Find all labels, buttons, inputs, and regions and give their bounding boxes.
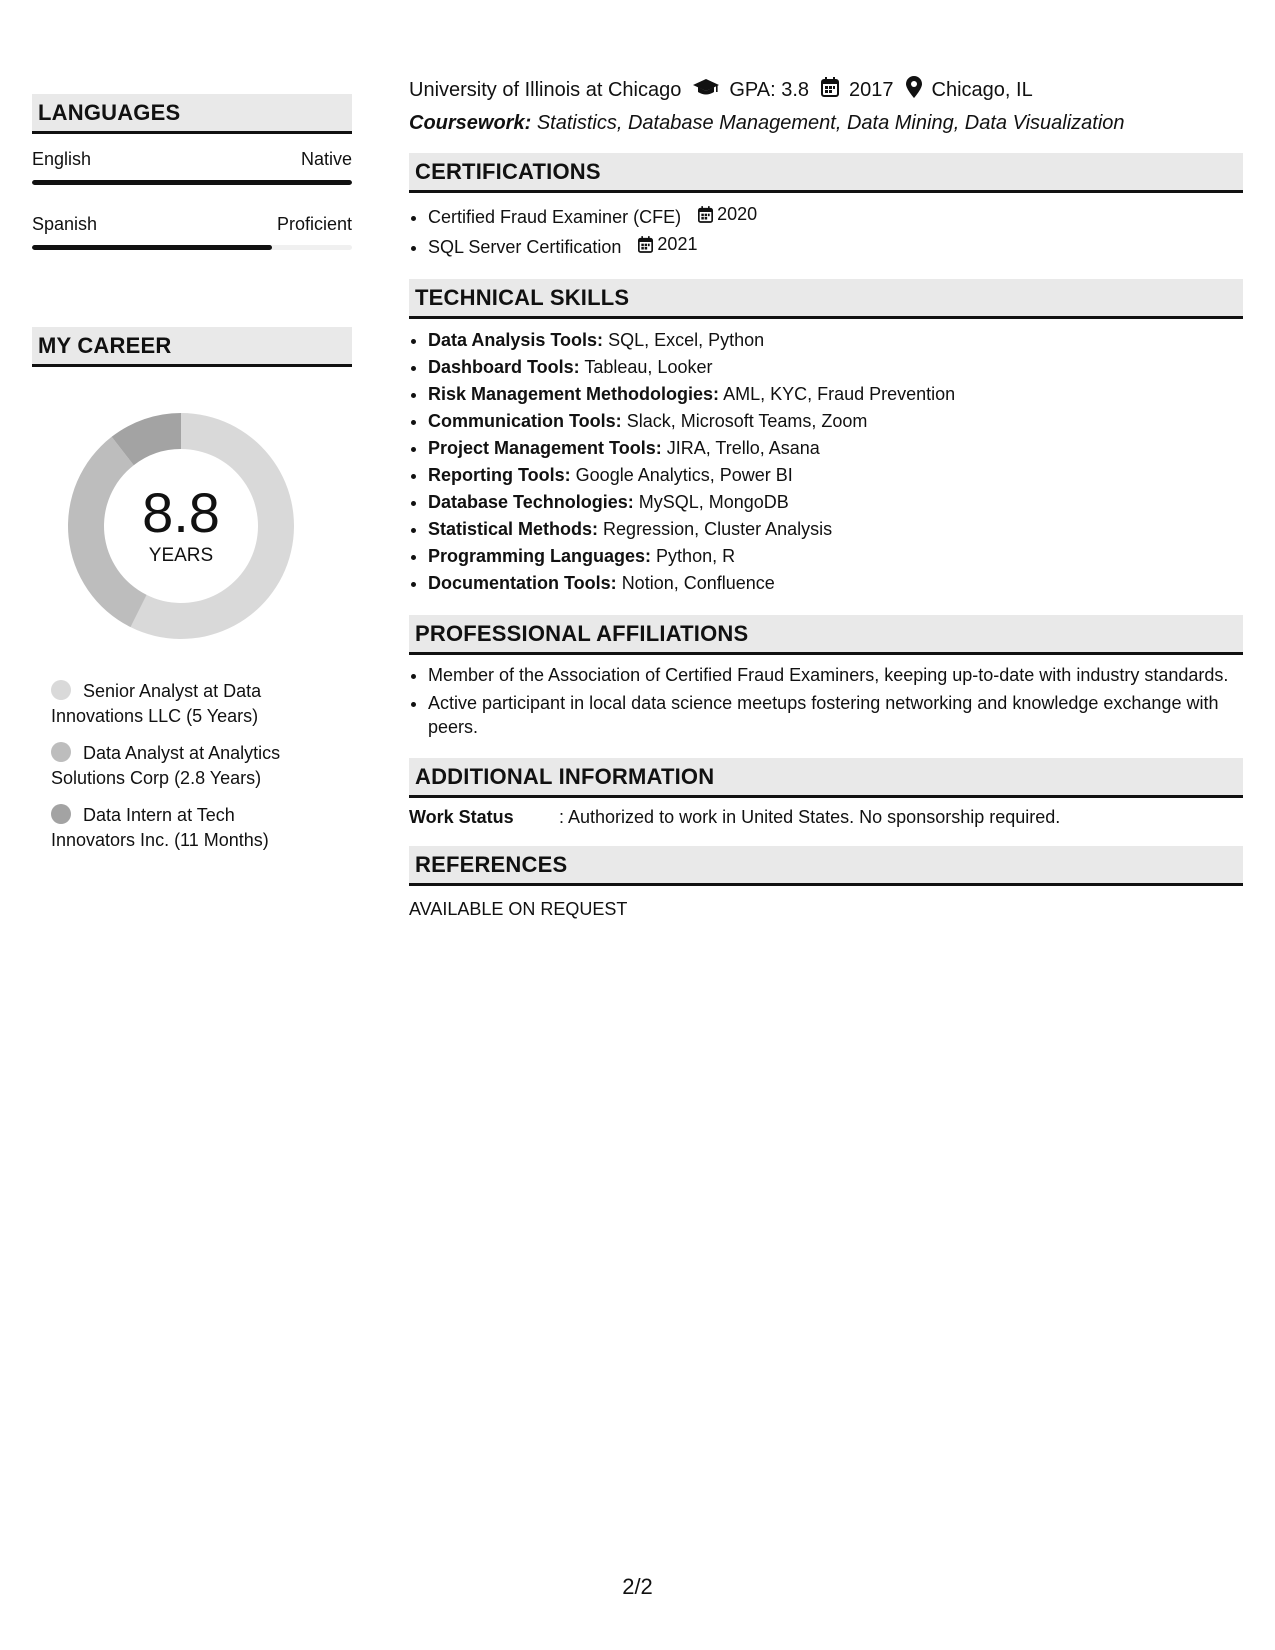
affiliation-item: • Active participant in local data science meetups fostering networking and knowledge exchange with peers. [428,691,1243,740]
affiliations-section [409,615,1243,740]
calendar-icon [638,236,653,253]
career-donut-chart [66,411,296,641]
skill-category: Reporting Tools: [428,465,571,485]
language-name: English [32,149,92,169]
language-proficiency-fill [32,180,352,185]
language-proficiency-bar [32,180,352,185]
skill-item [428,354,1243,381]
references-section [409,846,1243,920]
language-item [32,148,352,185]
education-line [409,76,1243,104]
skills-list [409,327,1243,597]
career-legend-item [51,741,321,791]
left-column [32,94,352,865]
certification-year: 2021 [657,234,698,254]
career-heading: MY CAREER [32,327,352,367]
skills-heading: TECHNICAL SKILLS [409,279,1243,319]
legend-dot-icon [51,804,71,824]
education-school: University of Illinois at Chicago [409,79,682,101]
skill-values: SQL, Excel, Python [608,330,765,350]
skill-values: Notion, Confluence [621,573,775,593]
references-heading: REFERENCES [409,846,1243,886]
skill-category: Database Technologies: [428,492,634,512]
affiliations-list [409,663,1243,740]
skill-category: Data Analysis Tools: [428,330,604,350]
skills-section [409,279,1243,597]
certifications-heading: CERTIFICATIONS [409,153,1243,193]
skill-item [428,435,1243,462]
career-legend-item [51,803,321,853]
education-gpa: GPA: 3.8 [729,79,810,101]
right-column [409,76,1243,920]
skill-values: JIRA, Trello, Asana [666,438,820,458]
skill-category: Statistical Methods: [428,519,599,539]
skill-values: Python, R [656,546,736,566]
career-total-value: 8.8 [142,481,220,544]
skill-item [428,408,1243,435]
language-level: Proficient [276,214,352,234]
skill-values: Slack, Microsoft Teams, Zoom [626,411,868,431]
skill-item [428,516,1243,543]
skill-category: Documentation Tools: [428,573,617,593]
skill-item [428,489,1243,516]
work-status-value: : Authorized to work in United States. No sponsorship required. [559,806,1061,827]
language-item [32,213,352,250]
legend-dot-icon [51,742,71,762]
skill-values: AML, KYC, Fraud Prevention [723,384,956,404]
skill-category: Project Management Tools: [428,438,662,458]
certifications-section [409,153,1243,261]
languages-heading: LANGUAGES [32,94,352,134]
page-number: 2/2 [622,1574,653,1599]
education-location: Chicago, IL [931,79,1033,101]
skill-values: Tableau, Looker [584,357,713,377]
career-donut-center [66,481,296,567]
language-proficiency-fill [32,245,272,250]
skill-category: Dashboard Tools: [428,357,580,377]
career-legend-label: Senior Analyst at Data Innovations LLC (5 Years) [51,681,262,726]
additional-info-section [409,758,1243,828]
coursework-label: Coursework: [409,112,532,134]
additional-info-heading: ADDITIONAL INFORMATION [409,758,1243,798]
career-legend-item [51,679,321,729]
skill-values: Google Analytics, Power BI [575,465,793,485]
language-proficiency-bar [32,245,352,250]
certification-name: SQL Server Certification [428,237,622,257]
coursework-line [409,111,1243,135]
certification-name: Certified Fraud Examiner (CFE) [428,207,682,227]
work-status-row [409,806,1243,828]
certification-item [428,201,1243,231]
coursework-list: Statistics, Database Management, Data Mining, Data Visualization [536,112,1125,134]
affiliation-item: • Member of the Association of Certified Fraud Examiners, keeping up-to-date with industry standards. [428,663,1243,688]
skill-values: MySQL, MongoDB [638,492,789,512]
skill-item [428,570,1243,597]
skill-category: Programming Languages: [428,546,652,566]
skill-item [428,462,1243,489]
skill-item [428,381,1243,408]
references-text: AVAILABLE ON REQUEST [409,898,628,919]
career-legend [51,679,321,853]
skill-category: Communication Tools: [428,411,622,431]
certification-item [428,231,1243,261]
graduation-cap-icon [693,77,719,103]
career-total-unit: YEARS [148,545,214,566]
skill-item [428,327,1243,354]
map-pin-icon [906,76,922,104]
work-status-label: Work Status [409,806,514,827]
career-legend-label: Data Intern at Tech Innovators Inc. (11 Months) [51,805,269,850]
skill-values: Regression, Cluster Analysis [603,519,833,539]
affiliations-heading: PROFESSIONAL AFFILIATIONS [409,615,1243,655]
legend-dot-icon [51,680,71,700]
calendar-icon [821,77,839,103]
calendar-icon [698,206,713,223]
education-year: 2017 [849,79,894,101]
certifications-list [409,201,1243,261]
certification-year: 2020 [717,204,758,224]
certification-date [698,201,757,228]
language-name: Spanish [32,214,98,234]
skill-category: Risk Management Methodologies: [428,384,720,404]
career-legend-label: Data Analyst at Analytics Solutions Corp (2.8 Years) [51,743,281,788]
skill-item [428,543,1243,570]
language-level: Native [300,149,352,169]
certification-date [638,231,697,258]
